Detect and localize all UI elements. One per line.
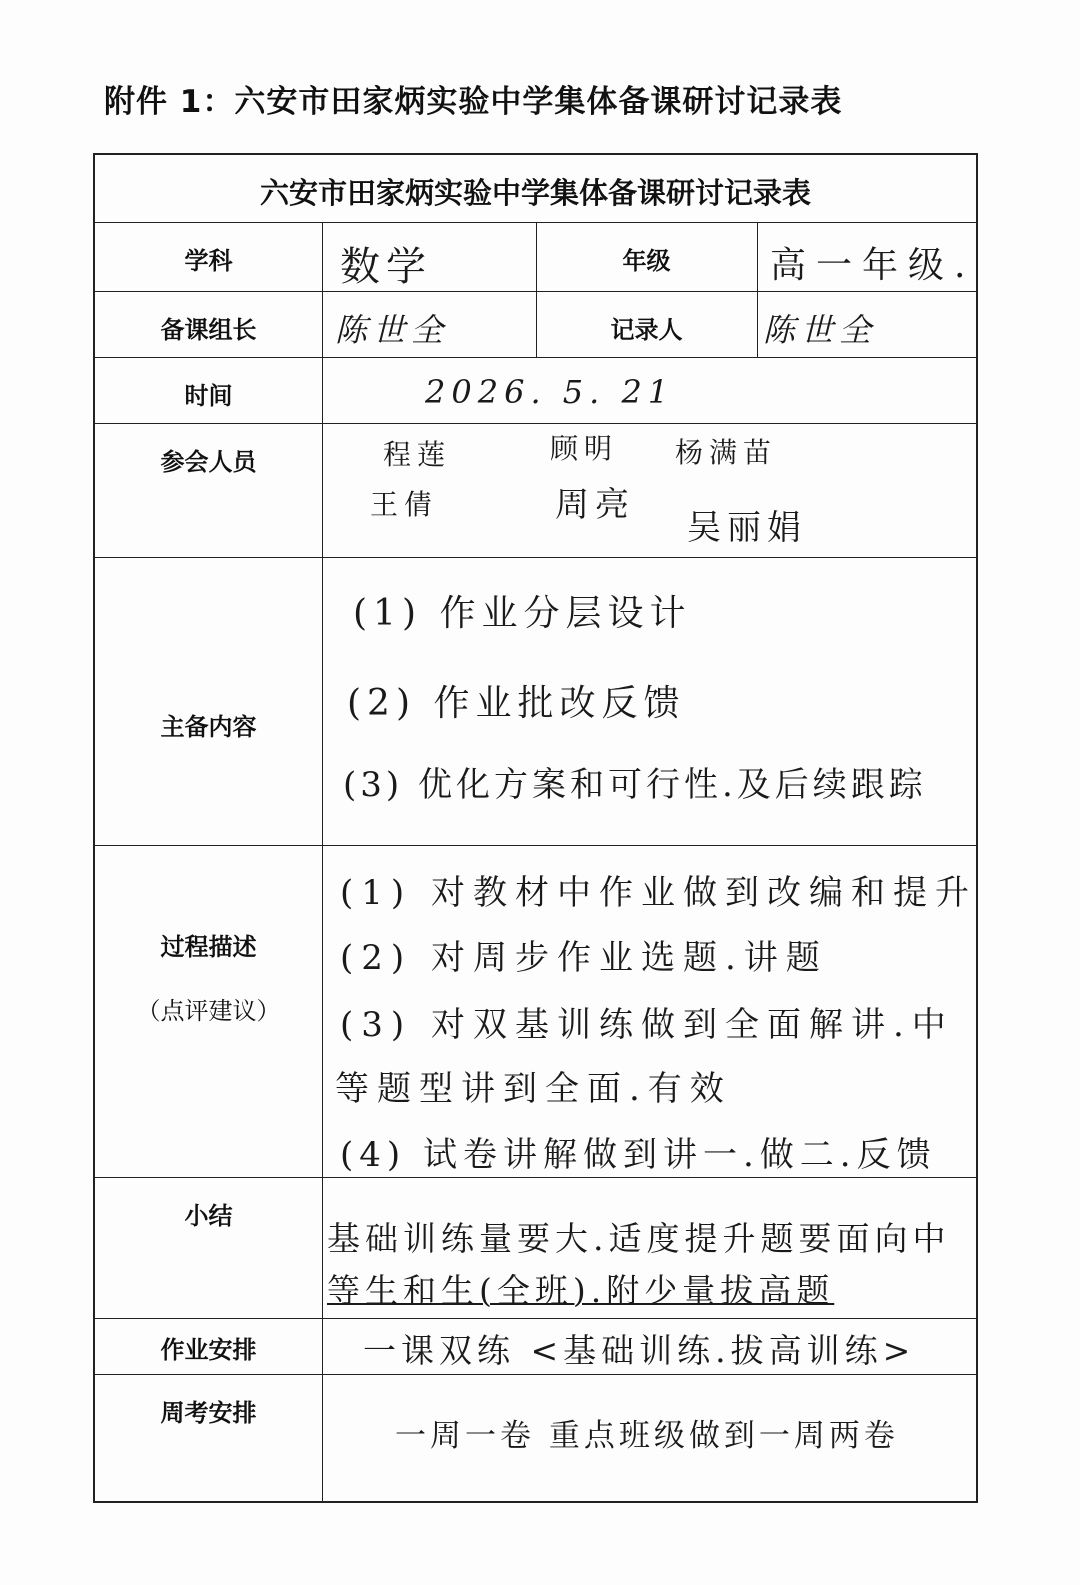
attachment-title: 附件 1：六安市田家炳实验中学集体备课研讨记录表 <box>104 84 843 120</box>
main-content-line: (3) 优化方案和可行性.及后续跟踪 <box>343 765 927 805</box>
label-weekly-exam: 周考安排 <box>160 1399 257 1427</box>
value-time: 2026. 5. 21 <box>425 373 675 411</box>
participant-name: 吴丽娟 <box>687 508 807 548</box>
value-grade: 高一年级. <box>770 245 976 286</box>
participant-name: 周亮 <box>555 485 635 525</box>
label-subject: 学科 <box>184 247 233 275</box>
label-group-leader: 备课组长 <box>160 316 257 344</box>
process-line: (4) 试卷讲解做到讲一.做二.反馈 <box>340 1135 937 1175</box>
process-line: (2) 对周步作业选题.讲题 <box>340 938 828 978</box>
column-divider <box>322 222 323 1503</box>
value-subject: 数学 <box>340 244 432 290</box>
label-participants: 参会人员 <box>160 448 257 476</box>
row-divider <box>95 1374 976 1375</box>
summary-line: 基础训练量要大.适度提升题要面向中 <box>327 1219 951 1258</box>
row-divider <box>95 357 976 358</box>
main-content-line: (1) 作业分层设计 <box>353 593 692 634</box>
participant-name: 顾明 <box>550 432 619 465</box>
participant-name: 杨满苗 <box>675 436 778 469</box>
process-line: 等题型讲到全面.有效 <box>335 1069 732 1109</box>
form-title: 六安市田家炳实验中学集体备课研讨记录表 <box>259 176 811 210</box>
main-content-line: (2) 作业批改反馈 <box>347 683 686 724</box>
value-homework: 一课双练 <基础训练.拔高训练> <box>363 1331 916 1370</box>
summary-line: 等生和生(全班).附少量拔高题 <box>327 1271 835 1310</box>
label-time: 时间 <box>184 382 233 410</box>
row-divider <box>95 845 976 846</box>
participant-name: 程莲 <box>383 438 452 471</box>
label-homework: 作业安排 <box>160 1336 257 1364</box>
label-process-sub: （点评建议） <box>136 997 281 1025</box>
label-summary: 小结 <box>184 1202 233 1230</box>
process-line: (3) 对双基训练做到全面解讲.中 <box>340 1005 954 1045</box>
value-group-leader: 陈世全 <box>335 311 450 349</box>
label-process: 过程描述 <box>160 933 257 961</box>
column-divider <box>757 222 758 357</box>
value-recorder: 陈世全 <box>763 311 878 349</box>
participant-name: 王倩 <box>370 488 439 521</box>
process-line: (1) 对教材中作业做到改编和提升 <box>340 873 977 913</box>
value-weekly-exam: 一周一卷 重点班级做到一周两卷 <box>395 1418 899 1454</box>
row-divider <box>95 1318 976 1319</box>
row-divider <box>95 557 976 558</box>
record-form <box>93 153 978 1503</box>
label-main-content: 主备内容 <box>160 713 257 741</box>
row-divider <box>95 1177 976 1178</box>
row-divider <box>95 423 976 424</box>
label-grade: 年级 <box>622 247 671 275</box>
label-recorder: 记录人 <box>610 316 683 344</box>
